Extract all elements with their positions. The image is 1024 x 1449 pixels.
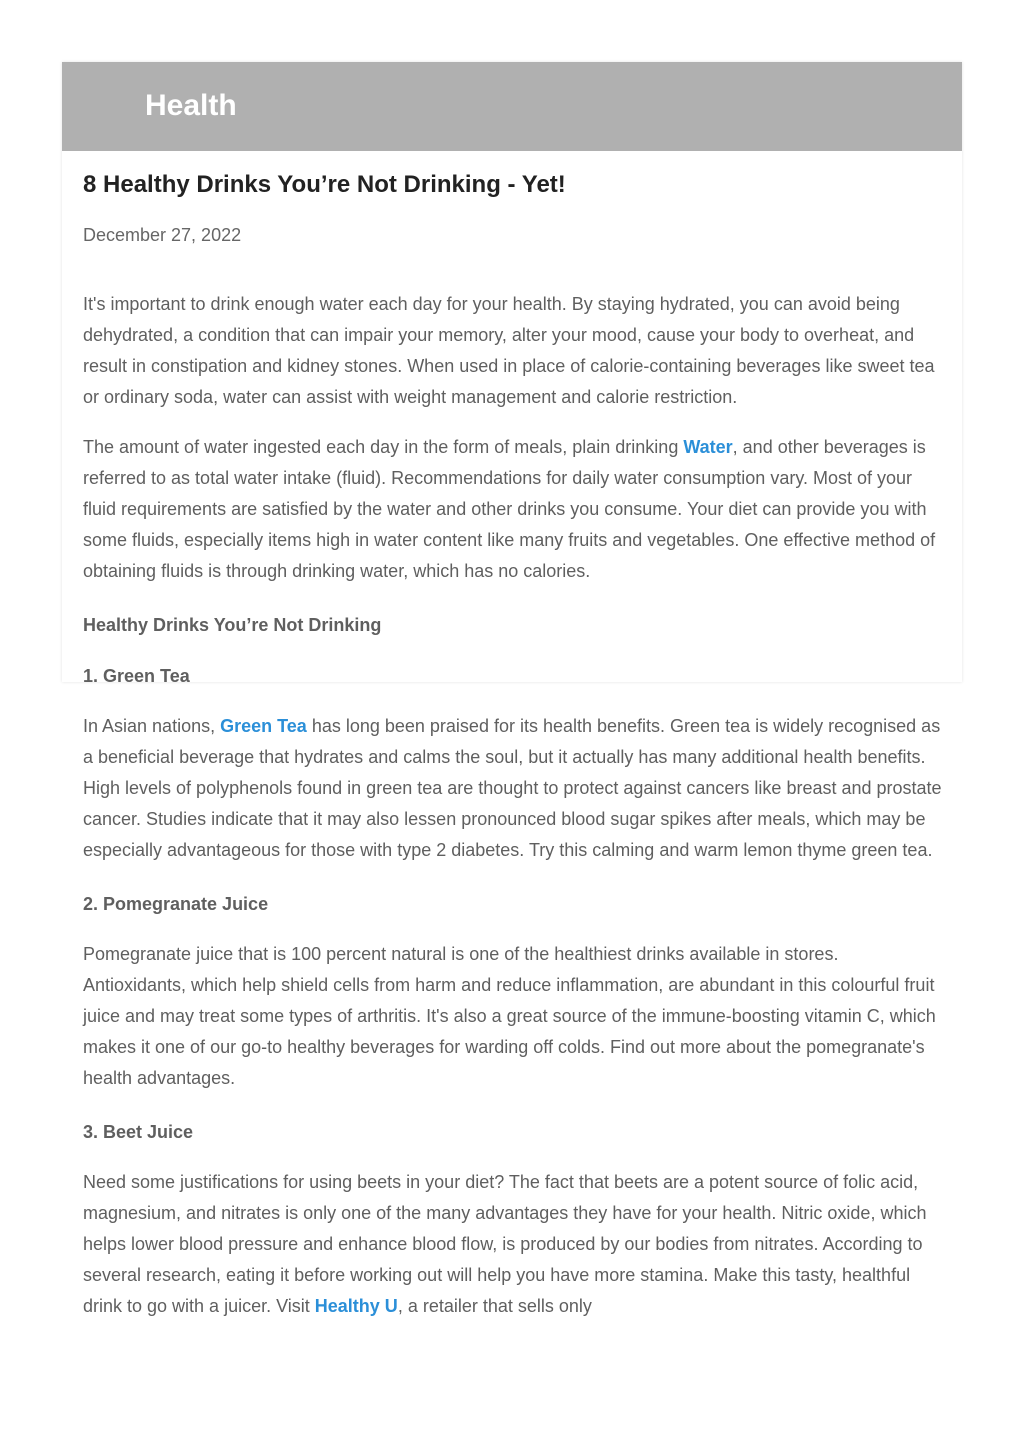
- section-heading: Healthy Drinks You’re Not Drinking: [83, 615, 382, 635]
- item3-paragraph: [83, 1167, 945, 1322]
- item3-after: , a retailer that sells only: [397, 1296, 592, 1316]
- category-header: [62, 62, 962, 151]
- item1-after: has long been praised for its health benefits. Green tea is widely recognised as a beneficial beverage that hydrates and calms the soul, but it actually has many additional health benefits. High levels of polyphenols found in green tea are thought to protect against cancers like breast and prostate cancer. Studies indicate that it may also lessen pronounced blood sugar spikes after meals, which may be especially advantageous for those with type 2 diabetes. Try this calming and warm lemon thyme green tea.: [83, 716, 942, 860]
- green-tea-link[interactable]: Green Tea: [220, 716, 307, 736]
- healthy-u-link[interactable]: Healthy U: [314, 1296, 398, 1316]
- water-paragraph-before: The amount of water ingested each day in the form of meals, plain drinking: [83, 437, 684, 457]
- article-title: 8 Healthy Drinks You’re Not Drinking - Yet!: [83, 171, 566, 198]
- article-date: December 27, 2022: [83, 225, 242, 245]
- article-content: [83, 165, 945, 1322]
- item2-heading: 2. Pomegranate Juice: [83, 894, 269, 914]
- water-paragraph-after: , and other beverages is referred to as total water intake (fluid). Recommendations for daily water consumption vary. Most of your fluid requirements are satisfied by the water and other drinks you consume. Your diet can provide you with some fluids, especially items high in water content like many fruits and vegetables. One effective method of obtaining fluids is through drinking water, which has no calories.: [83, 437, 936, 581]
- item1-before: In Asian nations,: [83, 716, 221, 736]
- category-title: Health: [145, 89, 237, 122]
- item3-heading: 3. Beet Juice: [83, 1122, 194, 1142]
- intro-paragraph: It's important to drink enough water each day for your health. By staying hydrated, you can avoid being dehydrated, a condition that can impair your memory, alter your mood, cause your body to overheat, and result in constipation and kidney stones. When used in place of calorie-containing beverages like sweet tea or ordinary soda, water can assist with weight management and calorie restriction.: [83, 294, 935, 407]
- water-link[interactable]: Water: [683, 437, 733, 457]
- item2-paragraph: Pomegranate juice that is 100 percent natural is one of the healthiest drinks available in stores. Antioxidants, which help shield cells from harm and reduce inflammation, are abundant in this colourful fruit juice and may treat some types of arthritis. It's also a great source of the immune-boosting vitamin C, which makes it one of our go-to healthy beverages for warding off colds. Find out more about the pomegranate's health advantages.: [83, 944, 936, 1088]
- item3-before: Need some justifications for using beets in your diet? The fact that beets are a potent source of folic acid, magnesium, and nitrates is only one of the many advantages they have for your health. Nitric oxide, which helps lower blood pressure and enhance blood flow, is produced by our bodies from nitrates. According to several research, eating it before working out will help you have more stamina. Make this tasty, healthful drink to go with a juicer. Visit: [83, 1172, 927, 1316]
- item1-heading: 1. Green Tea: [83, 666, 190, 686]
- item1-paragraph: [83, 711, 945, 866]
- water-paragraph: [83, 432, 945, 587]
